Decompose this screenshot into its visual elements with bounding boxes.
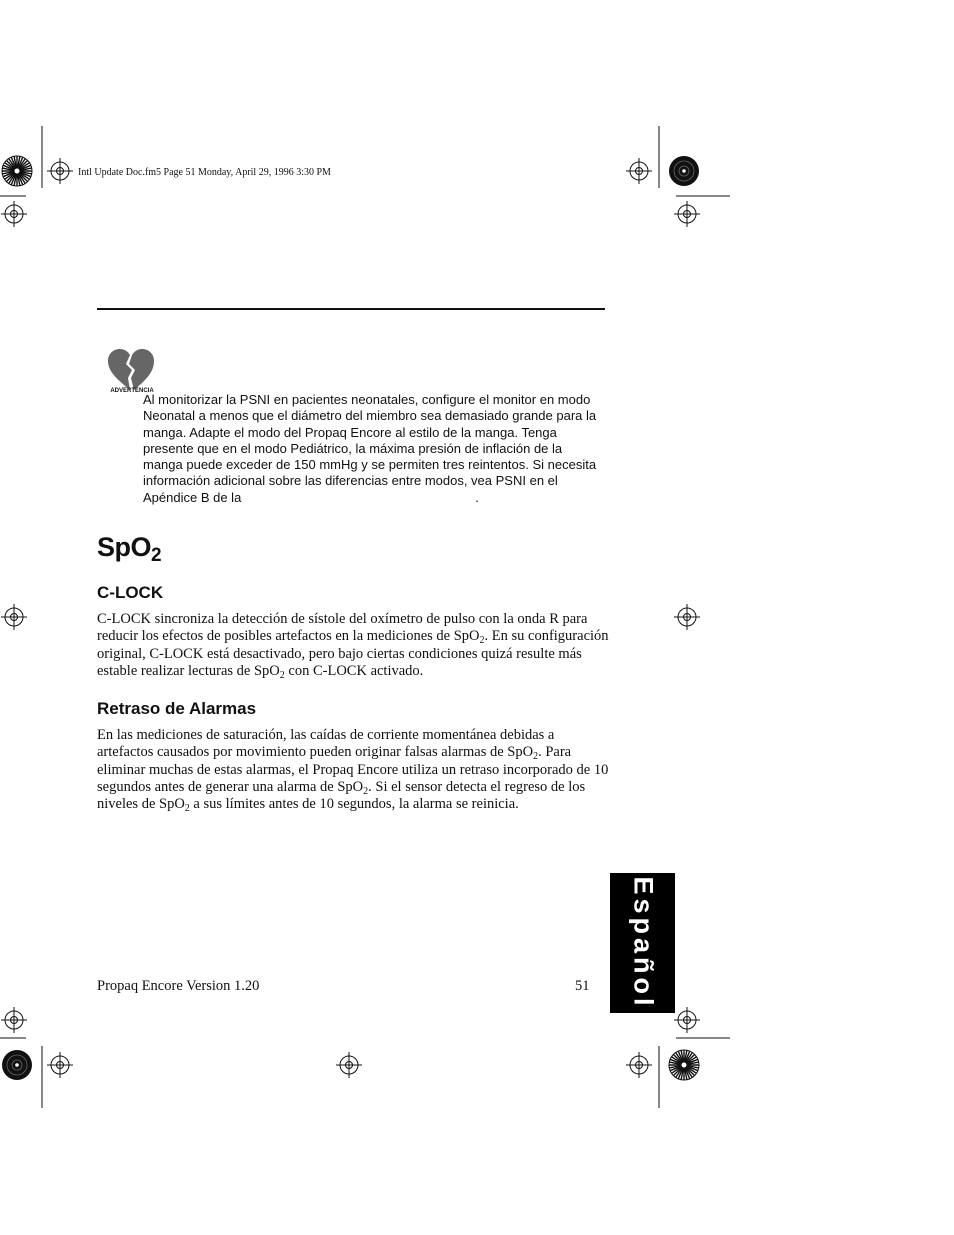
language-tab: [610, 873, 675, 1013]
clock-text-3: con C-LOCK activado.: [284, 662, 424, 679]
warning-body: Al monitorizar la PSNI en pacientes neonatales, configure el monitor en modo Neonatal a menos que el diámetro del miembro sea demasiado grande para la manga. Adapte el modo del Propaq Encore al estilo de la manga. Tenga presente que en el modo Pediátrico, la máxima presión de inflación de la manga puede exceder de 150 mmHg y se permiten tres reintentos. Si necesita información adicional sobre las diferencias entre modos, vea PSNI en el Apéndice B de la: [143, 392, 597, 505]
alarm-heading: Retraso de Alarmas: [97, 699, 257, 718]
alarm-sub-1: 2: [533, 751, 539, 763]
warning-icon-label: ADVERTENCIA: [110, 388, 154, 394]
alarm-text-3: . Si el sensor detecta el regreso de los niveles de SpO: [97, 778, 586, 813]
footer-product: Propaq Encore Version 1.20: [97, 978, 260, 994]
language-tab-label: Español: [628, 876, 658, 1010]
section-title: [97, 532, 161, 567]
alarm-text-2: . Para eliminar muchas de estas alarmas, el Propaq Encore utiliza un retraso incorporado de 10 segundos antes de generar una alarma de SpO: [97, 744, 609, 795]
clock-sub-2: 2: [279, 669, 285, 681]
clock-heading: C-LOCK: [97, 583, 164, 602]
clock-text-2: . En su configuración original, C-LOCK está desactivado, pero bajo ciertas condiciones quizá resulte más estable realizar lecturas de SpO: [97, 628, 609, 679]
section-title-main: SpO: [97, 532, 152, 562]
warning-text: [143, 392, 603, 506]
page-number: 51: [575, 978, 590, 994]
section-title-sub: 2: [151, 545, 162, 566]
clock-paragraph: [97, 611, 609, 680]
clock-sub-1: 2: [479, 635, 485, 647]
alarm-text-4: a sus límites antes de 10 segundos, la alarma se reinicia.: [189, 796, 519, 813]
alarm-sub-2: 2: [363, 785, 369, 797]
warning-block-icon: [104, 346, 160, 394]
alarm-paragraph: [97, 727, 609, 813]
warning-end: .: [475, 489, 479, 505]
broken-heart-icon: [104, 346, 160, 394]
header-rule: [97, 308, 605, 310]
alarm-text-1: En las mediciones de saturación, las caídas de corriente momentánea debidas a artefactos causados por movimiento pueden originar falsas alarmas de SpO: [97, 727, 555, 761]
clock-text-1: C-LOCK sincroniza la detección de sístole del oxímetro de pulso con la onda R para reducir los efectos de posibles artefactos en la mediciones de SpO: [97, 611, 588, 645]
print-slug: Intl Update Doc.fm5 Page 51 Monday, April 29, 1996 3:30 PM: [78, 167, 331, 178]
alarm-sub-3: 2: [184, 803, 190, 815]
